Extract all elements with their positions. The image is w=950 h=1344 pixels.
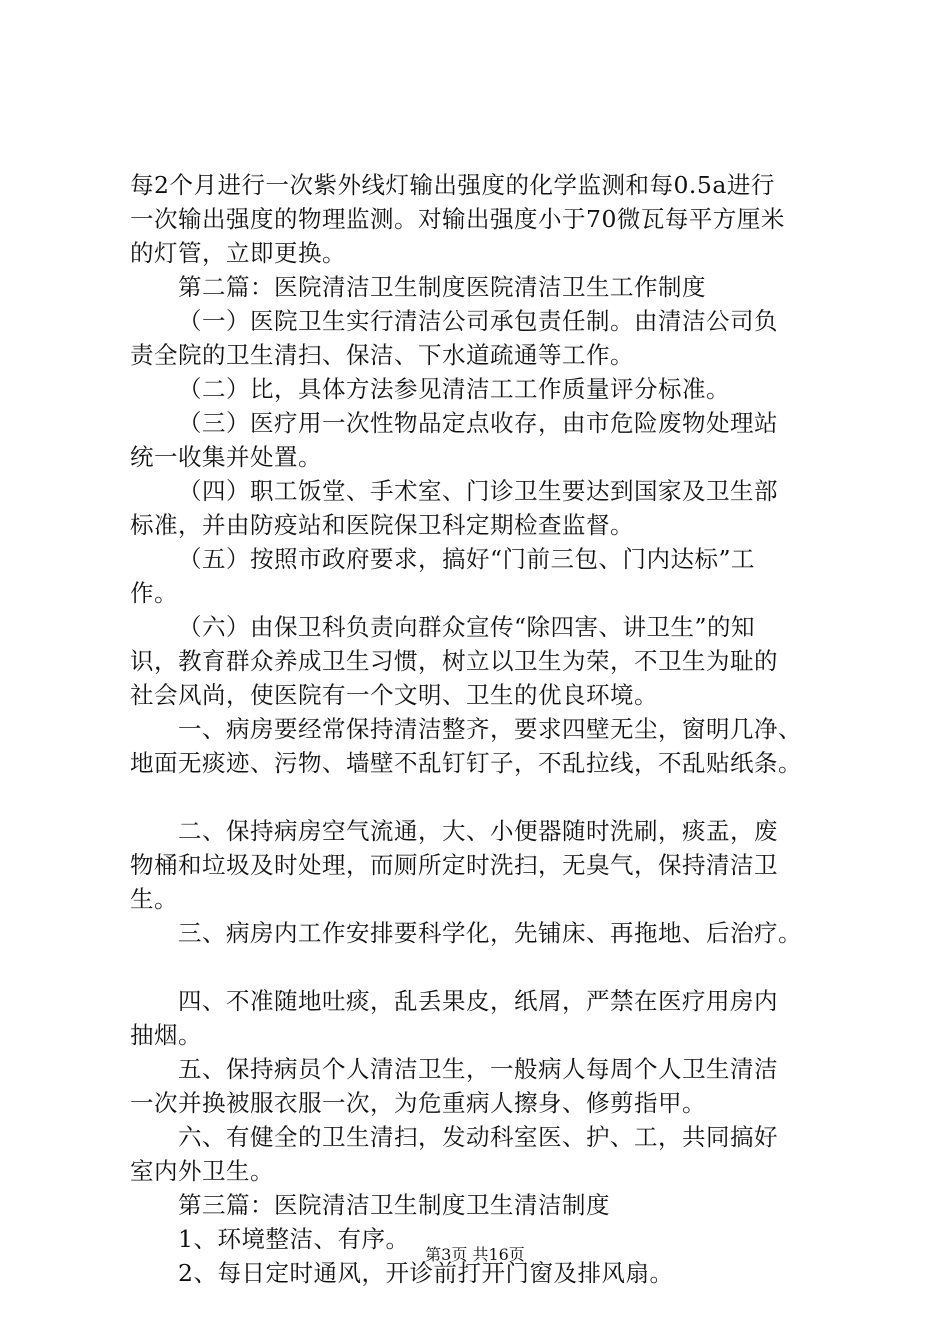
text-line: 一、病房要经常保持清洁整齐，要求四壁无尘，窗明几净、	[178, 715, 802, 743]
text-line: 三、病房内工作安排要科学化，先铺床、再拖地、后治疗。	[178, 919, 802, 947]
paragraph-gap	[130, 950, 850, 984]
text-line: 六、有健全的卫生清扫，发动科室医、护、工，共同搞好	[178, 1123, 778, 1151]
text-line: 一次输出强度的物理监测。对输出强度小于70微瓦每平方厘米	[130, 205, 785, 233]
text-line: 物桶和垃圾及时处理，而厕所定时洗扫，无臭气，保持清洁卫	[130, 851, 778, 879]
text-line: 四、不准随地吐痰，乱丢果皮，纸屑，严禁在医疗用房内	[178, 987, 778, 1015]
text-line: 五、保持病员个人清洁卫生，一般病人每周个人卫生清洁	[178, 1055, 778, 1083]
text-line: 作。	[130, 579, 178, 607]
text-line: 社会风尚，使医院有一个文明、卫生的优良环境。	[130, 681, 658, 709]
text-line: 统一收集并处置。	[130, 443, 322, 471]
text-line: 的灯管，立即更换。	[130, 239, 346, 267]
page-footer: 第3页 共16页	[425, 1245, 525, 1264]
text-line: （三）医疗用一次性物品定点收存，由市危险废物处理站	[178, 409, 778, 437]
text-line: （一）医院卫生实行清洁公司承包责任制。由清洁公司负	[178, 307, 778, 335]
body-text	[130, 168, 850, 1290]
section-heading: 第二篇：医院清洁卫生制度医院清洁卫生工作制度	[178, 273, 706, 301]
text-line: 每2个月进行一次紫外线灯输出强度的化学监测和每0.5a进行	[130, 171, 775, 199]
text-line: 生。	[130, 885, 178, 913]
text-line: 室内外卫生。	[130, 1157, 274, 1185]
text-line: （二）比，具体方法参见清洁工工作质量评分标准。	[178, 375, 730, 403]
text-line: 一次并换被服衣服一次，为危重病人擦身、修剪指甲。	[130, 1089, 706, 1117]
text-line: 二、保持病房空气流通，大、小便器随时洗刷，痰盂，废	[178, 817, 778, 845]
text-line: 识，教育群众养成卫生习惯，树立以卫生为荣，不卫生为耻的	[130, 647, 778, 675]
text-line: 抽烟。	[130, 1021, 202, 1049]
text-line: （四）职工饭堂、手术室、门诊卫生要达到国家及卫生部	[178, 477, 778, 505]
text-line: 1、环境整洁、有序。	[178, 1225, 410, 1253]
text-line: （五）按照市政府要求，搞好“门前三包、门内达标”工	[178, 545, 756, 573]
text-line: 地面无痰迹、污物、墙壁不乱钉钉子，不乱拉线，不乱贴纸条。	[130, 749, 802, 777]
text-line: 责全院的卫生清扫、保洁、下水道疏通等工作。	[130, 341, 634, 369]
text-line: 标准，并由防疫站和医院保卫科定期检查监督。	[130, 511, 634, 539]
text-line: （六）由保卫科负责向群众宣传“除四害、讲卫生”的知	[178, 613, 756, 641]
section-heading: 第三篇：医院清洁卫生制度卫生清洁制度	[178, 1191, 610, 1219]
text-line: 2、每日定时通风，开诊前打开门窗及排风扇。	[178, 1259, 674, 1287]
paragraph-gap	[130, 780, 850, 814]
